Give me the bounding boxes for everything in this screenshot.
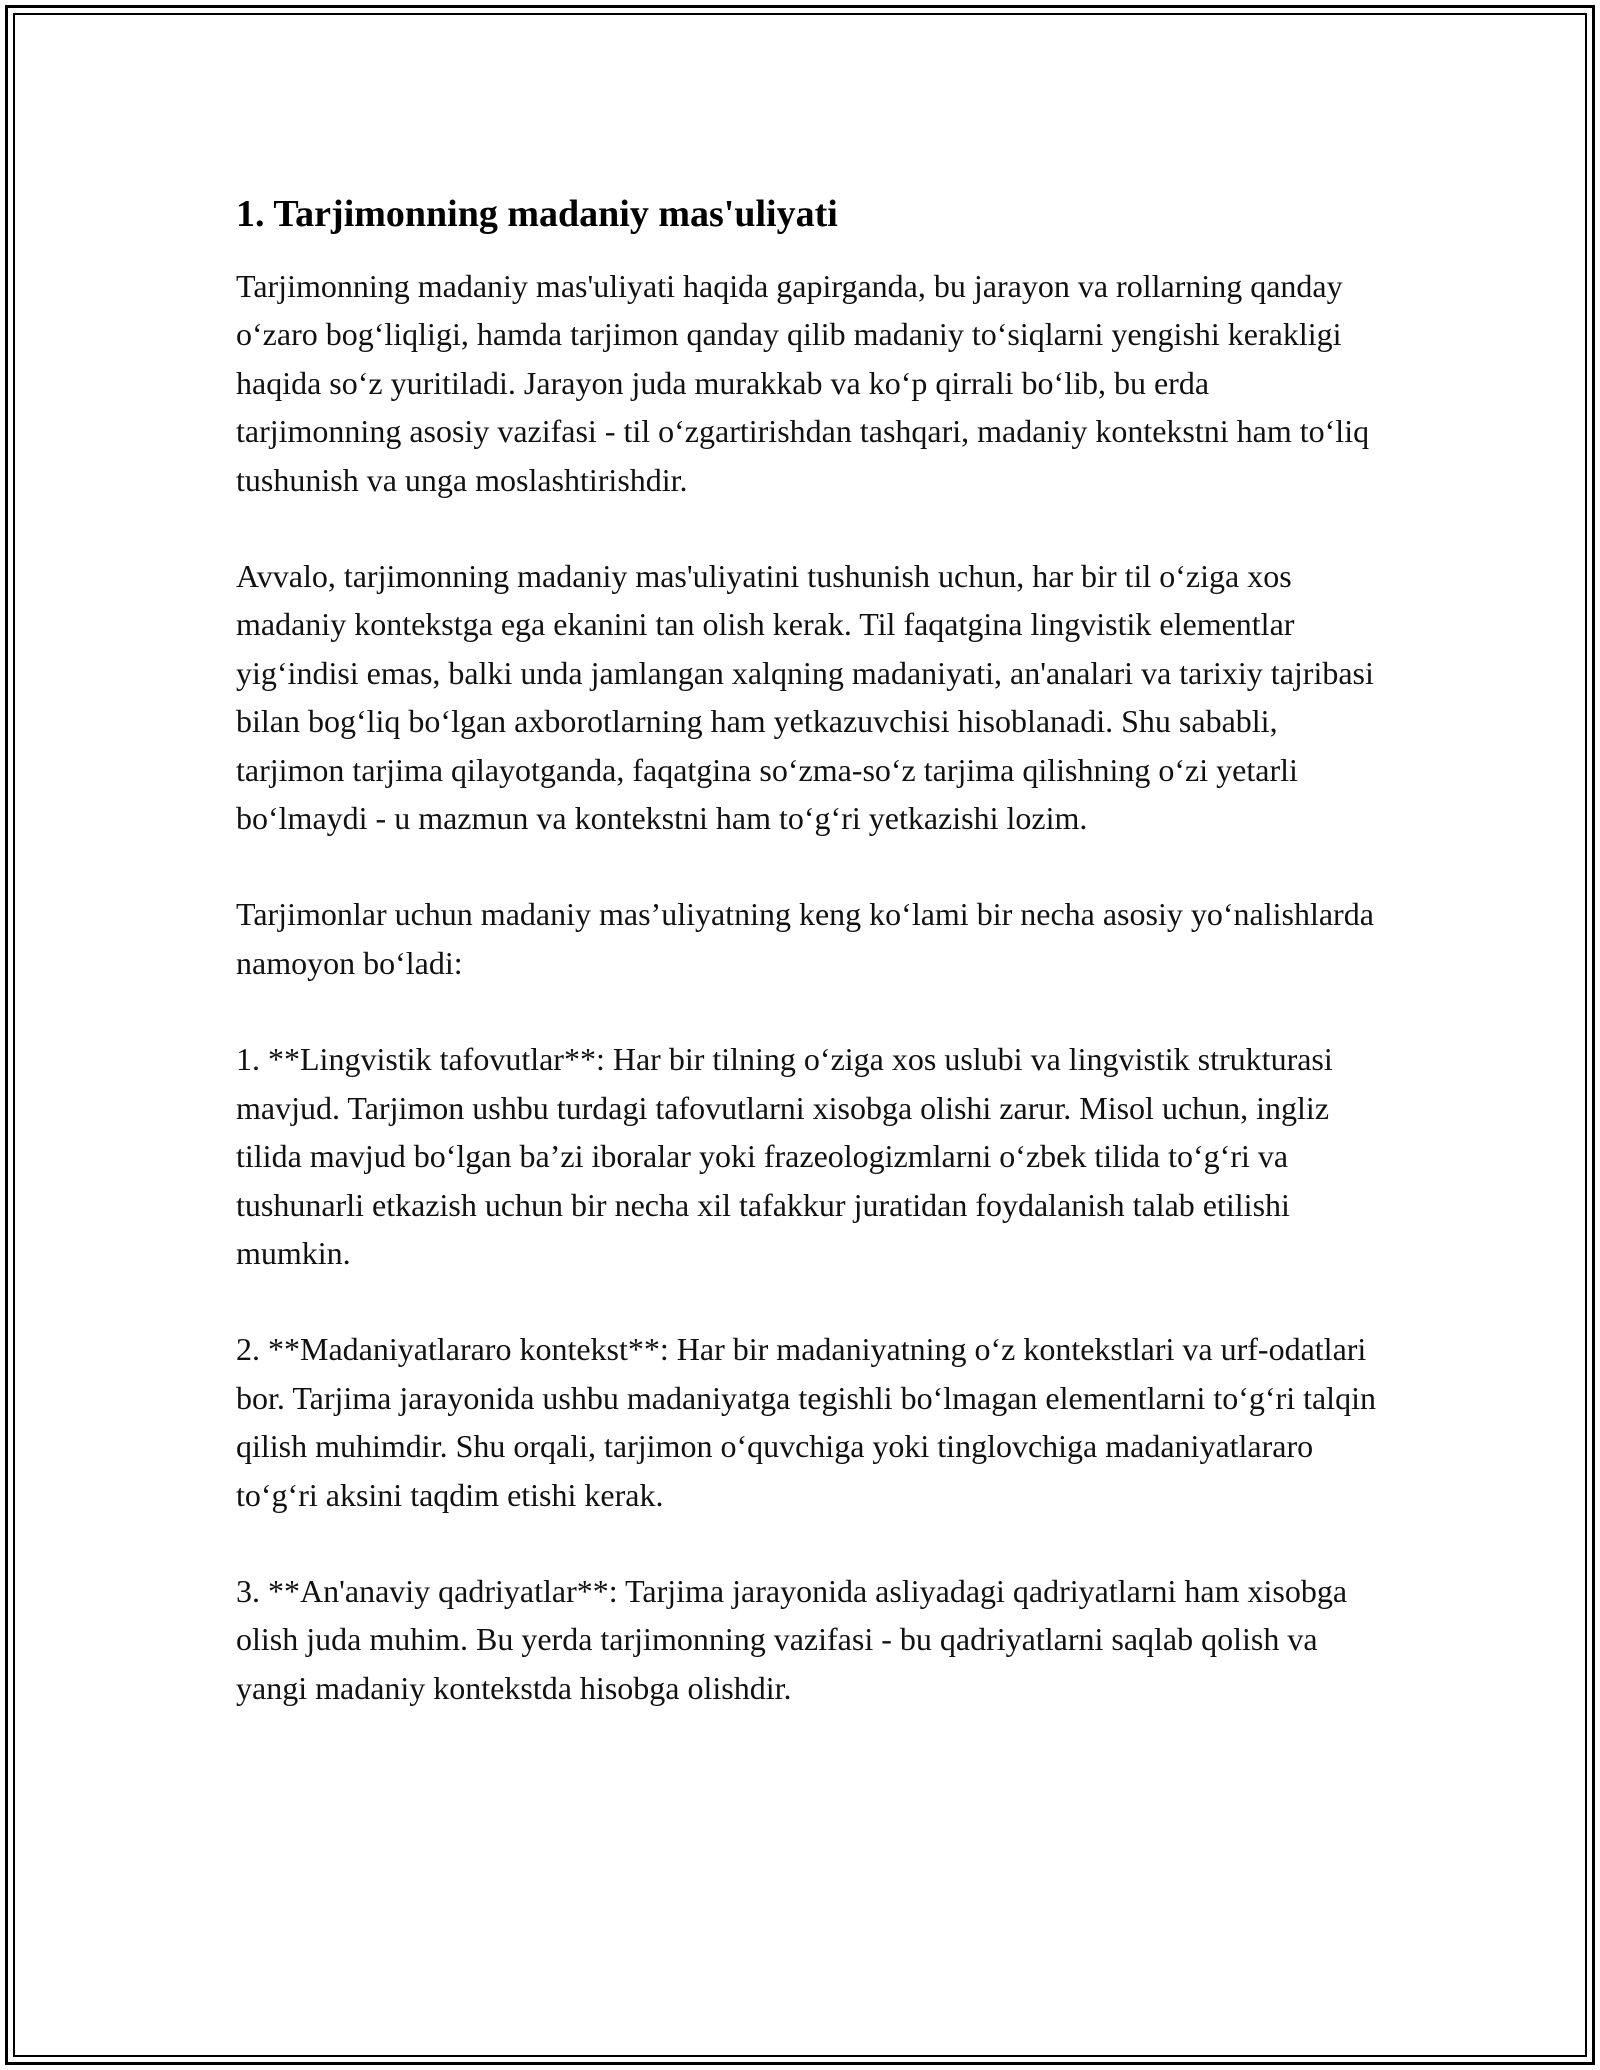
section-heading: 1. Tarjimonning madaniy mas'uliyati	[236, 193, 838, 235]
paragraph-intro: Tarjimonning madaniy mas'uliyati haqida gapirganda, bu jarayon va rollarning qanday o‘zaro bog‘liqligi, hamda tarjimon qanday qilib madaniy to‘siqlarni yengishi kerakligi haqida so‘z yuritiladi. Jarayon juda murakkab va ko‘p qirrali bo‘lib, bu erda tarjimonning asosiy vazifasi - til o‘zgartirishdan tashqari, madaniy kontekstni ham to‘liq tushunish va unga moslashtirishdir.	[236, 268, 1370, 498]
document-body	[236, 188, 1376, 1760]
list-item-traditional-values: 3. **An'anaviy qadriyatlar**: Tarjima jarayonida asliyadagi qadriyatlarni ham xisobga olish juda muhim. Bu yerda tarjimonning vazifasi - bu qadriyatlarni saqlab qolish va yangi madaniy kontekstda hisobga olishdir.	[236, 1572, 1348, 1706]
list-item-linguistic: 1. **Lingvistik tafovutlar**: Har bir tilning o‘ziga xos uslubi va lingvistik strukturasi mavjud. Tarjimon ushbu turdagi tafovutlarni xisobga olishi zarur. Misol uchun, ingliz tilida mavjud bo‘lgan ba’zi iboralar yoki frazeologizmlarni o‘zbek tilida to‘g‘ri va tushunarli etkazish uchun bir necha xil tafakkur juratidan foydalanish talab etilishi mumkin.	[236, 1041, 1333, 1271]
list-item-intercultural: 2. **Madaniyatlararo kontekst**: Har bir madaniyatning o‘z kontekstlari va urf-odatlari bor. Tarjima jarayonida ushbu madaniyatga tegishli bo‘lmagan elementlarni to‘g‘ri talqin qilish muhimdir. Shu orqali, tarjimon o‘quvchiga yoki tinglovchiga madaniyatlararo to‘g‘ri aksini taqdim etishi kerak.	[236, 1331, 1376, 1513]
paragraph-context: Avvalo, tarjimonning madaniy mas'uliyatini tushunish uchun, har bir til o‘ziga xos madaniy kontekstga ega ekanini tan olish kerak. Til faqatgina lingvistik elementlar yig‘indisi emas, balki unda jamlangan xalqning madaniyati, an'analari va tarixiy tajribasi bilan bog‘liq bo‘lgan axborotlarning ham yetkazuvchisi hisoblanadi. Shu sababli, tarjimon tarjima qilayotganda, faqatgina so‘zma-so‘z tarjima qilishning o‘zi yetarli bo‘lmaydi - u mazmun va kontekstni ham to‘g‘ri yetkazishi lozim.	[236, 558, 1374, 837]
paragraph-directions: Tarjimonlar uchun madaniy mas’uliyatning keng ko‘lami bir necha asosiy yo‘nalishlarda namoyon bo‘ladi:	[236, 896, 1374, 981]
